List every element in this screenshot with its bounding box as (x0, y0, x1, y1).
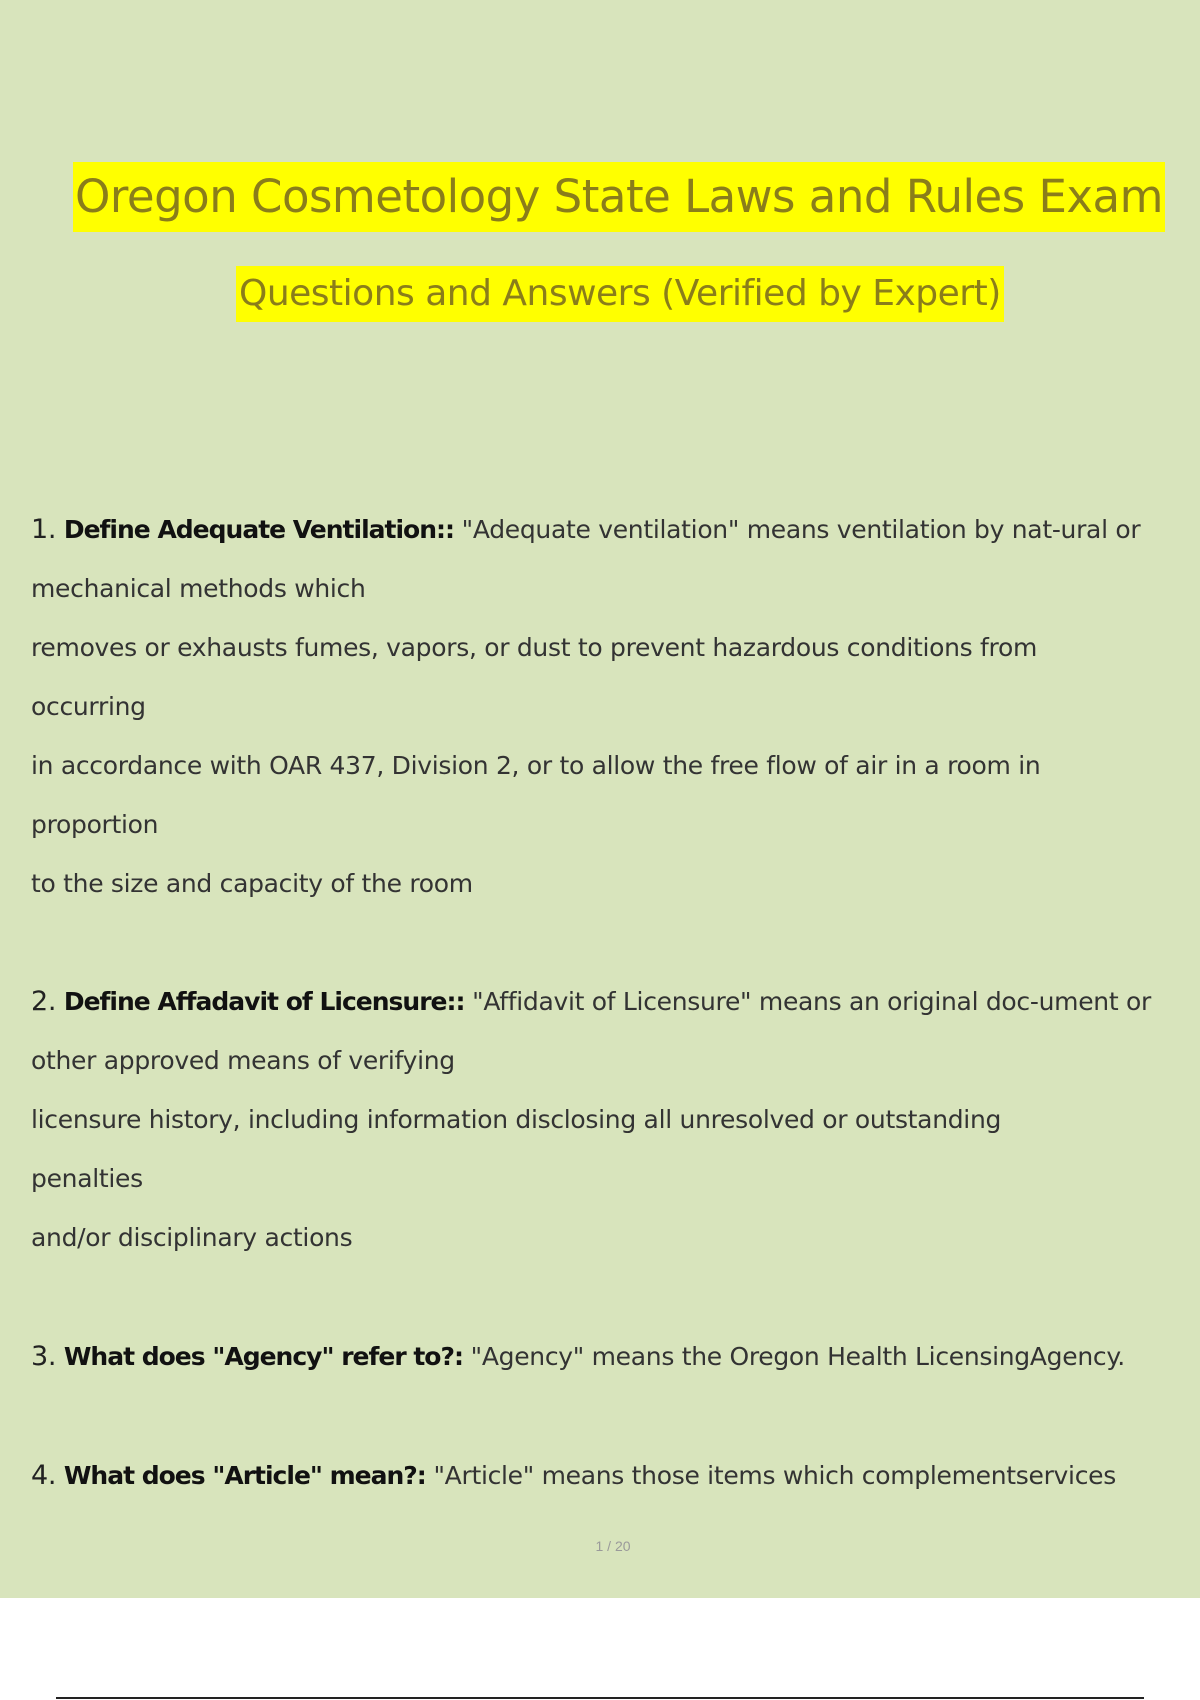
qa-question: Define Adequate Ventilation:: (63, 515, 454, 544)
qa-number: 3. (31, 1341, 57, 1372)
qa-answer-line: "Affidavit of Licensure" means an original doc-ument or (472, 987, 1151, 1016)
qa-first-line (31, 500, 1181, 559)
qa-first-line (31, 972, 1181, 1031)
bottom-divider (56, 1697, 1144, 1699)
qa-answer-line: proportion (31, 810, 159, 839)
qa-number: 1. (31, 514, 57, 545)
qa-answer-line: occurring (31, 692, 146, 721)
qa-item (31, 1327, 1181, 1386)
qa-answer-line: licensure history, including information disclosing all unresolved or outstanding (31, 1105, 1002, 1134)
qa-answer-line: "Article" means those items which complementservices (433, 1461, 1116, 1490)
qa-answer-line: mechanical methods which (31, 574, 366, 603)
qa-question: Define Affadavit of Licensure:: (63, 987, 465, 1016)
document-subtitle: Questions and Answers (Verified by Expert) (236, 266, 1004, 322)
qa-answer-line: "Adequate ventilation" means ventilation by nat-ural or (461, 515, 1141, 544)
qa-item (31, 972, 1181, 1267)
qa-first-line (31, 1446, 1181, 1505)
qa-answer-line: removes or exhausts fumes, vapors, or dust to prevent hazardous conditions from (31, 633, 1038, 662)
qa-answer-line: and/or disciplinary actions (31, 1223, 353, 1252)
page-indicator: 1 / 20 (595, 1538, 631, 1554)
qa-answer-line: other approved means of verifying (31, 1046, 455, 1075)
qa-question: What does "Agency" refer to?: (63, 1342, 463, 1371)
qa-answer-line: "Agency" means the Oregon Health LicensingAgency. (470, 1342, 1125, 1371)
qa-answer-line: to the size and capacity of the room (31, 869, 473, 898)
qa-number: 4. (31, 1460, 57, 1491)
qa-answer-line: in accordance with OAR 437, Division 2, or to allow the free flow of air in a room in (31, 751, 1041, 780)
document-title: Oregon Cosmetology State Laws and Rules Exam (73, 162, 1165, 232)
qa-item (31, 500, 1181, 913)
qa-question: What does "Article" mean?: (63, 1461, 426, 1490)
qa-first-line (31, 1327, 1181, 1386)
qa-answer-line: penalties (31, 1164, 143, 1193)
qa-item (31, 1446, 1181, 1505)
qa-number: 2. (31, 986, 57, 1017)
